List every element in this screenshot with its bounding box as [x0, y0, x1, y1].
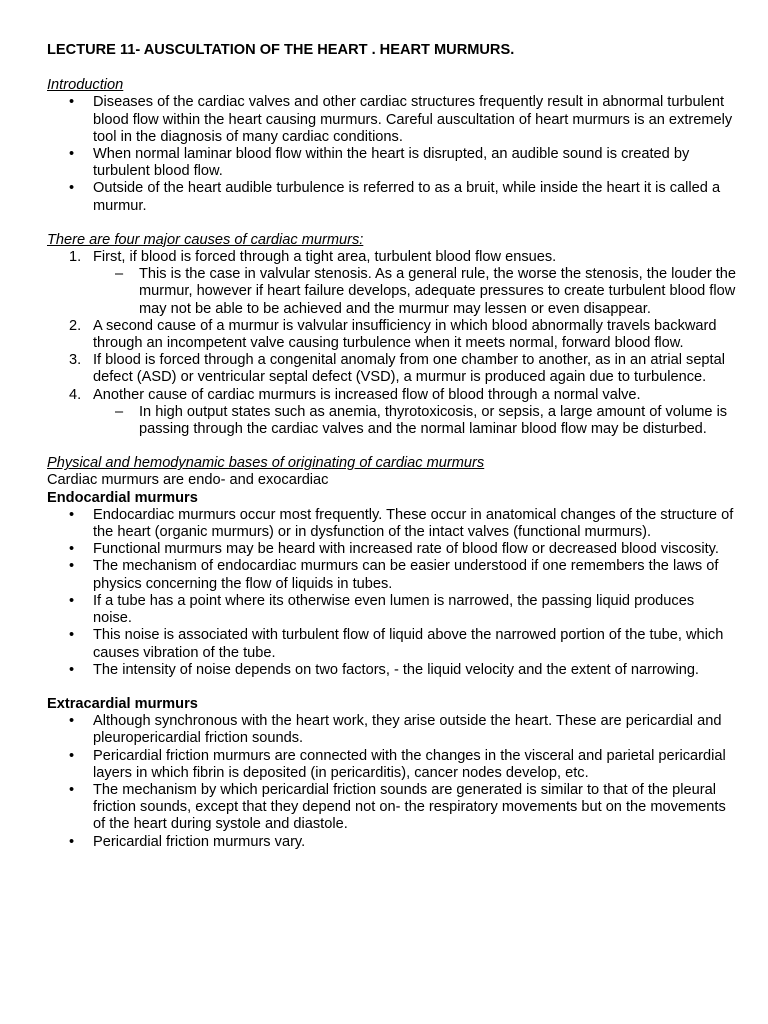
- numbered-item: [47, 387, 737, 439]
- item-number: 2.: [69, 317, 82, 334]
- list-item: • Diseases of the cardiac valves and other cardiac structures frequently result in abnormal turbulent blood flow within the heart causing murmurs. Careful auscultation of heart murmurs is an extremely tool in the diagnosis of many cardiac conditions.: [47, 94, 737, 146]
- numbered-item: [47, 352, 737, 386]
- bases-heading: Physical and hemodynamic bases of originating of cardiac murmurs: [47, 455, 485, 472]
- causes-list: [47, 249, 737, 438]
- extracardial-heading: Extracardial murmurs: [47, 695, 198, 712]
- dash-marker: –: [115, 266, 124, 283]
- list-item: • Pericardial friction murmurs vary.: [47, 834, 737, 851]
- list-item: • If a tube has a point where its otherwise even lumen is narrowed, the passing liquid produces noise.: [47, 593, 737, 627]
- sub-item-text: In high output states such as anemia, thyrotoxicosis, or sepsis, a large amount of volume is passing through the cardiac valves and the normal laminar blood flow may be disturbed.: [139, 403, 728, 438]
- extracardial-list: [47, 713, 737, 851]
- list-item: • Functional murmurs may be heard with increased rate of blood flow or decreased blood viscosity.: [47, 541, 737, 558]
- introduction-list: [47, 94, 737, 214]
- bases-line: Cardiac murmurs are endo- and exocardiac: [47, 472, 329, 489]
- list-item: • When normal laminar blood flow within the heart is disrupted, an audible sound is created by turbulent blood flow.: [47, 146, 737, 180]
- document-page: [47, 42, 737, 851]
- causes-heading: There are four major causes of cardiac murmurs:: [47, 231, 364, 248]
- sub-item: [93, 266, 737, 318]
- item-number: 4.: [69, 386, 82, 403]
- introduction-heading: Introduction: [47, 77, 124, 94]
- list-item: • This noise is associated with turbulent flow of liquid above the narrowed portion of the tube, which causes vibration of the tube.: [47, 627, 737, 661]
- numbered-item: [47, 249, 737, 318]
- item-number: 1.: [69, 249, 82, 266]
- list-item: • The mechanism of endocardiac murmurs can be easier understood if one remembers the laws of physics concerning the flow of liquids in tubes.: [47, 558, 737, 592]
- item-text: If blood is forced through a congenital anomaly from one chamber to another, as in an atrial septal defect (ASD) or ventricular septal defect (VSD), a murmur is produced again due to turbulence.: [93, 352, 725, 386]
- list-item: • Endocardiac murmurs occur most frequently. These occur in anatomical changes of the structure of the heart (organic murmurs) or in dysfunction of the intact valves (functional murmurs).: [47, 507, 737, 541]
- document-title: LECTURE 11- AUSCULTATION OF THE HEART . HEART MURMURS.: [47, 42, 515, 58]
- list-item: • The intensity of noise depends on two factors, - the liquid velocity and the extent of narrowing.: [47, 662, 737, 679]
- dash-marker: –: [115, 403, 124, 420]
- sub-item-text: This is the case in valvular stenosis. As a general rule, the worse the stenosis, the louder the murmur, however if heart failure develops, adequate pressures to create turbulent blood flow may not be able to be achieved and the murmur may lessen or even disappear.: [139, 266, 737, 317]
- item-number: 3.: [69, 352, 82, 369]
- item-text: Another cause of cardiac murmurs is increased flow of blood through a normal valve.: [93, 386, 641, 403]
- endocardial-list: [47, 507, 737, 679]
- item-text: First, if blood is forced through a tight area, turbulent blood flow ensues.: [93, 249, 557, 266]
- list-item: • Outside of the heart audible turbulence is referred to as a bruit, while inside the heart it is called a murmur.: [47, 180, 737, 214]
- sub-item: [93, 404, 737, 438]
- numbered-item: [47, 318, 737, 352]
- list-item: • Although synchronous with the heart work, they arise outside the heart. These are pericardial and pleuropericardial friction sounds.: [47, 713, 737, 747]
- list-item: • The mechanism by which pericardial friction sounds are generated is similar to that of the pleural friction sounds, except that they depend not on- the respiratory movements but on the movements of the heart during systole and diastole.: [47, 782, 737, 834]
- endocardial-heading: Endocardial murmurs: [47, 489, 198, 506]
- list-item: • Pericardial friction murmurs are connected with the changes in the visceral and parietal pericardial layers in which fibrin is deposited (in pericarditis), cancer nodes develop, etc.: [47, 748, 737, 782]
- item-text: A second cause of a murmur is valvular insufficiency in which blood abnormally travels backward through an incompetent valve causing turbulence when it meets normal, forward blood flow.: [93, 317, 717, 352]
